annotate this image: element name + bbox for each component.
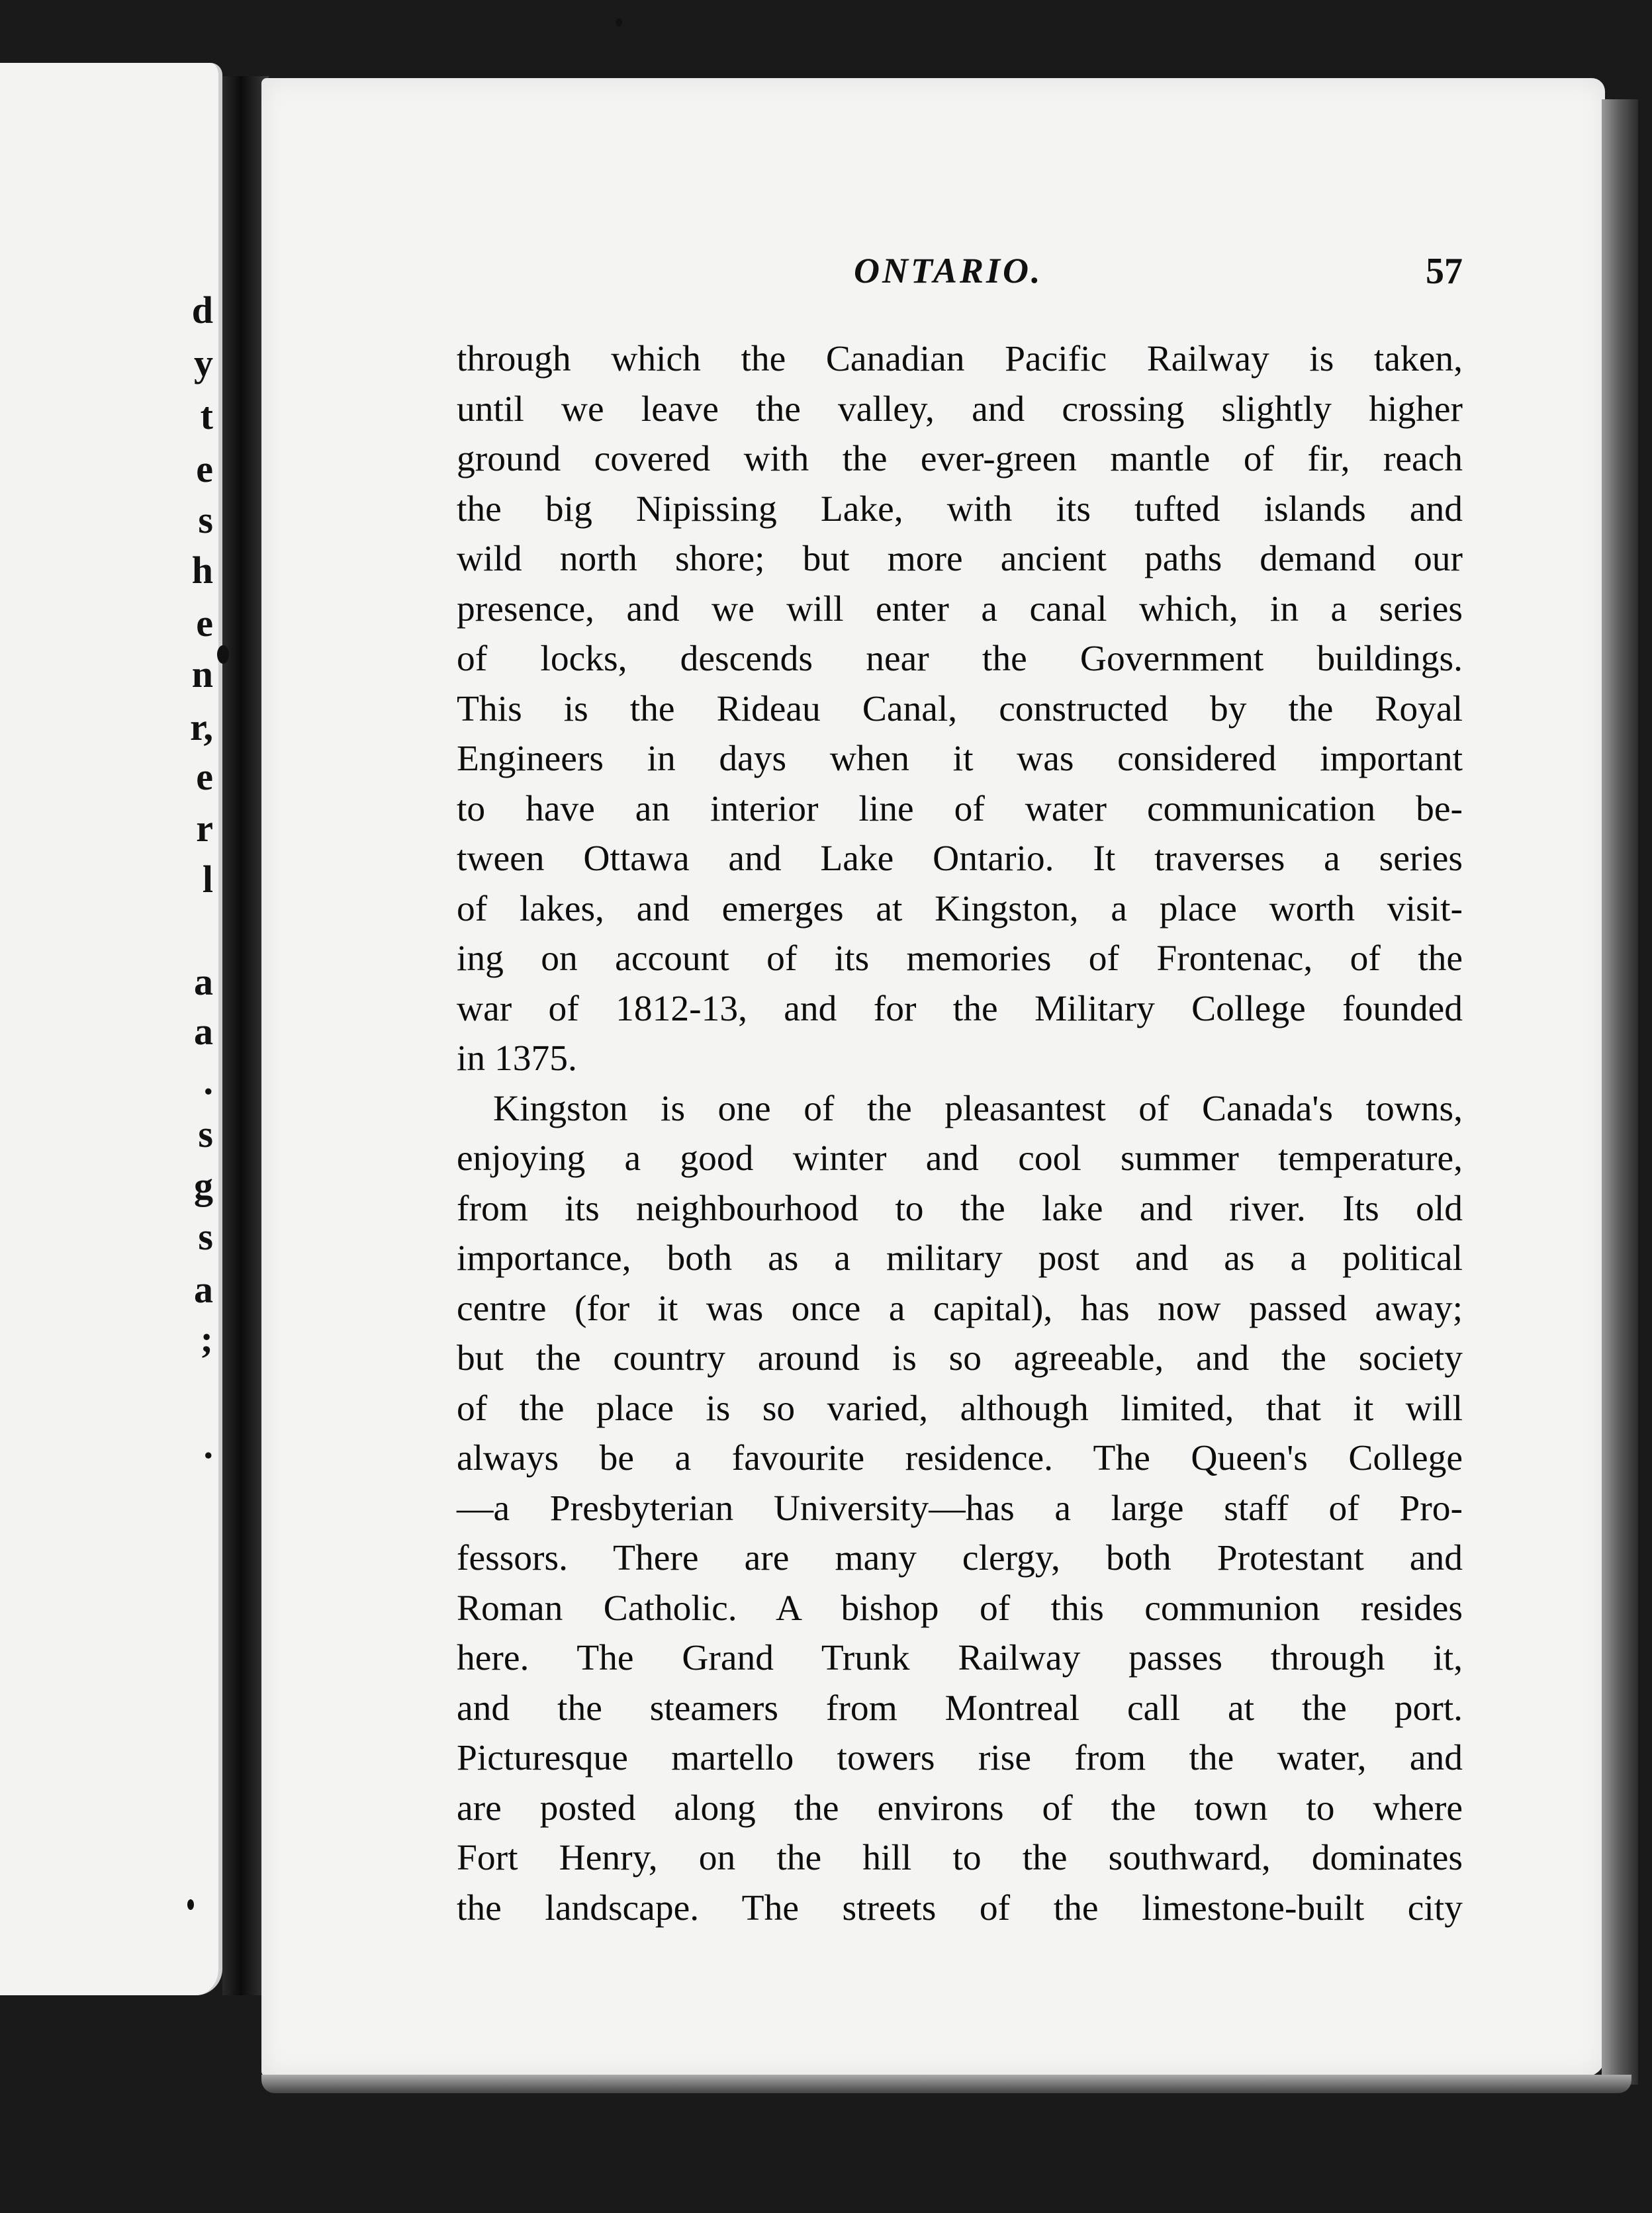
text-line: of locks, descends near the Government buildings. xyxy=(457,639,1463,679)
left-facing-page xyxy=(0,63,222,1995)
text-line: ground covered with the ever-green mantle of fir, reach xyxy=(457,439,1463,479)
text-line: the landscape. The streets of the limestone-built city xyxy=(457,1887,1463,1928)
page-number: 57 xyxy=(1426,251,1463,292)
edge-letter: t xyxy=(200,394,213,437)
text-line: centre (for it was once a capital), has now passed away; xyxy=(457,1288,1463,1329)
edge-letter: d xyxy=(191,289,213,332)
text-line: through which the Canadian Pacific Railway is taken, xyxy=(457,339,1463,379)
edge-letter: . xyxy=(203,1060,213,1103)
page-header xyxy=(457,250,1463,303)
text-line: until we leave the valley, and crossing slightly higher xyxy=(457,388,1463,429)
edge-letter: e xyxy=(196,447,213,490)
text-line: here. The Grand Trunk Railway passes through it, xyxy=(457,1638,1463,1678)
text-line: Roman Catholic. A bishop of this communion resides xyxy=(457,1588,1463,1629)
paragraph-first-line: Kingston is one of the pleasantest of Canada's towns, xyxy=(493,1088,1463,1129)
left-page-edge-text xyxy=(179,63,218,1995)
text-line: enjoying a good winter and cool summer temperature, xyxy=(457,1138,1463,1179)
text-line: importance, both as a military post and as a political xyxy=(457,1238,1463,1279)
edge-letter: a xyxy=(194,1010,213,1053)
text-line: Picturesque martello towers rise from the water, and xyxy=(457,1738,1463,1778)
edge-letter: l xyxy=(202,858,213,901)
text-line: of the place is so varied, although limited, that it will xyxy=(457,1388,1463,1429)
running-head: ONTARIO. xyxy=(854,251,1043,291)
edge-letter: r xyxy=(196,807,213,850)
text-line: the big Nipissing Lake, with its tufted islands and xyxy=(457,488,1463,529)
text-line: but the country around is so agreeable, and the society xyxy=(457,1338,1463,1378)
edge-letter: r, xyxy=(190,705,213,748)
text-line: wild north shore; but more ancient paths demand our xyxy=(457,539,1463,579)
text-line: tween Ottawa and Lake Ontario. It traverses a series xyxy=(457,838,1463,879)
edge-letter: e xyxy=(196,602,213,645)
text-line: of lakes, and emerges at Kingston, a place worth visit- xyxy=(457,888,1463,929)
edge-letter: s xyxy=(198,498,213,541)
edge-letter: . xyxy=(203,1423,213,1467)
text-line: Fort Henry, on the hill to the southward, dominates xyxy=(457,1838,1463,1878)
edge-letter: y xyxy=(194,341,213,384)
edge-letter: n xyxy=(191,653,213,696)
text-line: fessors. There are many clergy, both Protestant and xyxy=(457,1538,1463,1578)
dust-speck xyxy=(616,19,622,26)
edge-letter: ; xyxy=(200,1318,213,1361)
edge-letter: s xyxy=(198,1215,213,1258)
text-line: Engineers in days when it was considered important xyxy=(457,739,1463,779)
text-line: war of 1812-13, and for the Military College founded xyxy=(457,988,1463,1029)
dust-speck xyxy=(217,645,229,664)
edge-letter: g xyxy=(194,1164,213,1207)
text-line: —a Presbyterian University—has a large staff of Pro- xyxy=(457,1488,1463,1529)
text-line: and the steamers from Montreal call at the port. xyxy=(457,1688,1463,1729)
edge-letter: s xyxy=(198,1112,213,1155)
text-line: in 1375. xyxy=(457,1038,577,1079)
edge-letter: h xyxy=(191,549,213,592)
text-line: ing on account of its memories of Frontenac, of the xyxy=(457,938,1463,979)
body-text xyxy=(457,334,1463,1933)
edge-letter: e xyxy=(196,755,213,798)
text-line: This is the Rideau Canal, constructed by the Royal xyxy=(457,688,1463,729)
text-line: from its neighbourhood to the lake and river. Its old xyxy=(457,1188,1463,1229)
text-line: are posted along the environs of the town to where xyxy=(457,1787,1463,1829)
text-line: to have an interior line of water communication be- xyxy=(457,788,1463,829)
edge-letter: a xyxy=(194,960,213,1003)
page-bottom-edge xyxy=(261,2075,1631,2093)
edge-letter: a xyxy=(194,1268,213,1311)
text-line: presence, and we will enter a canal which, in a series xyxy=(457,588,1463,629)
text-line: always be a favourite residence. The Queen's College xyxy=(457,1438,1463,1478)
page-block-edge xyxy=(1602,99,1638,2085)
dust-speck xyxy=(187,1899,194,1910)
